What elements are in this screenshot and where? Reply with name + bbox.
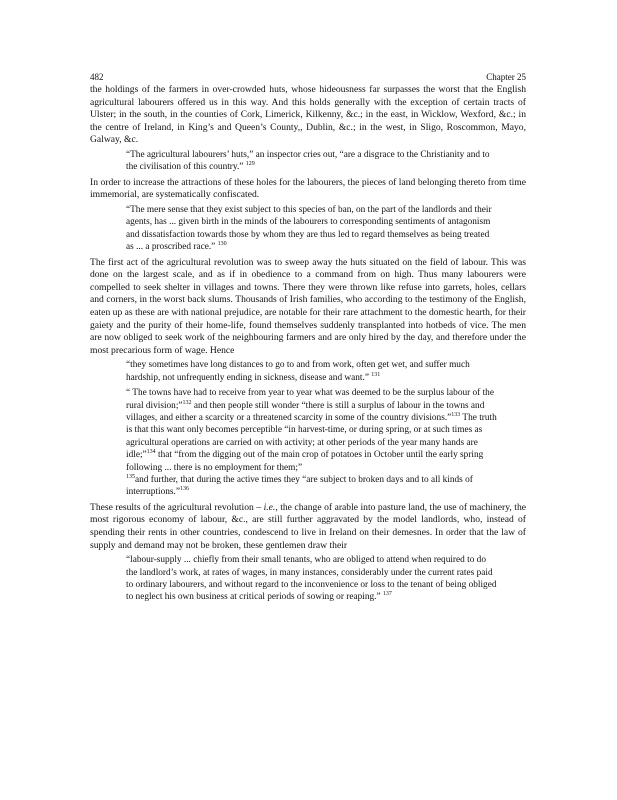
quote-text: “The mere sense that they exist subject to this species of ban, on the part of the landlords and their agents, has ... given birth in the minds of the labourers to corresponding sentiments of antagonism and dissatisfaction towards those by whom they are thus led to regard themselves as being treated as ... a proscribed race.”	[126, 204, 492, 253]
quote-ban	[126, 204, 498, 254]
footnote-ref: 137	[382, 591, 392, 598]
quote-towns	[126, 387, 498, 499]
footnote-ref: 135	[126, 474, 135, 480]
paragraph-text: the change of arable into pasture land, the use of machinery, the most rigorous economy of labour, &c., are still further aggravated by the model landlords, who, instead of spending their rents in other countries, condescend to live in Ireland on their demesnes. In order that the law of supply and demand may not be broken, these gentlemen draw their	[90, 501, 527, 551]
footnote-ref: 136	[179, 486, 189, 493]
footnote-ref: 130	[217, 241, 227, 248]
quote-text: “The agricultural labourers’ huts,” an inspector cries out, “are a disgrace to the Christianity and to the civilisation of this country.”	[126, 149, 490, 173]
footnote-ref: 131	[371, 371, 381, 378]
page-number: 482	[90, 72, 104, 82]
paragraph-confiscation: In order to increase the attractions of these holes for the labourers, the pieces of land belonging thereto from time immemorial, are systematically confiscated.	[90, 176, 526, 201]
quote-text: “labour-supply ... chiefly from their small tenants, who are obliged to attend when required to do the landlord’s work, at rates of wages, in many instances, considerably under the current rates paid to ordinary labourers, and without regard to the inconvenience or loss to the tenant of being obliged to neglect his own business at critical periods of sowing or reaping.”	[126, 555, 497, 603]
footnote-ref: 133	[451, 411, 461, 418]
quote-distances	[126, 359, 498, 384]
quote-text: and further, that during the active times they “are subject to broken days and to all kinds of interruptions.”	[126, 475, 473, 498]
quote-text: that “from the digging out of the main crop of potatoes in October until the early spring following ... there is no employment for them;”	[126, 450, 484, 473]
paragraph-text: These results of the agricultural revolution –	[90, 501, 264, 513]
quote-text: and then people still wonder “there is still a surplus of labour in the towns and villages, and either a scarcity or a threatened scarcity in some of the country divisions.”	[126, 400, 485, 423]
footnote-ref: 132	[182, 399, 192, 406]
chapter-title: Chapter 25	[486, 72, 526, 82]
quote-text: “they sometimes have long distances to go to and from work, often get wet, and suffer much hardship, not unfrequently ending in sickness, disease and want.”	[126, 360, 470, 383]
footnote-ref: 134	[146, 449, 156, 456]
paragraph-revolution: The first act of the agricultural revolution was to sweep away the huts situated on the field of labour. This was done on the largest scale, and as if in obedience to a command from on high. Thus many labourers were compelled to seek shelter in villages and towns. There they were thrown like refuse into garrets, holes, cellars and corners, in the worst back slums. Thousands of Irish families, who according to the testimony of the English, eaten up as these are with national prejudice, are notable for their rare attachment to the domestic hearth, for their gaiety and the purity of their home-life, found themselves suddenly transplanted into hotbeds of vice. The men are now obliged to seek work of the neighbouring farmers and are only hired by the day, and therefore under the most precarious form of wage. Hence	[90, 256, 526, 356]
page-body	[90, 84, 526, 607]
footnote-ref: 129	[245, 161, 255, 168]
quote-text: “ The towns have had to receive from year to year what was deemed to be the surplus labour of the rural division;”	[126, 388, 494, 411]
quote-inspector	[126, 149, 498, 174]
italic-abbreviation: i.e.,	[263, 501, 278, 513]
quote-labour-supply	[126, 554, 498, 604]
quote-text: The truth is that this want only becomes perceptible “in harvest-time, or during spring, or at such times as agricultural operations are carried on with activity; at other periods of the year many hands are idle;”	[126, 412, 497, 461]
paragraph-huts: the holdings of the farmers in over-crowded huts, whose hideousness far surpasses the worst that the English agricultural labourers offered us in this way. And this holds generally with the exception of certain tracts of Ulster; in the south, in the counties of Cork, Limerick, Kilkenny, &c.; in the east, in Wicklow, Wexford, &c.; in the centre of Ireland, in King’s and Queen’s County,, Dublin, &c.; in the west, in Sligo, Roscommon, Mayo, Galway, &c.	[90, 84, 526, 146]
paragraph-results	[90, 502, 526, 552]
